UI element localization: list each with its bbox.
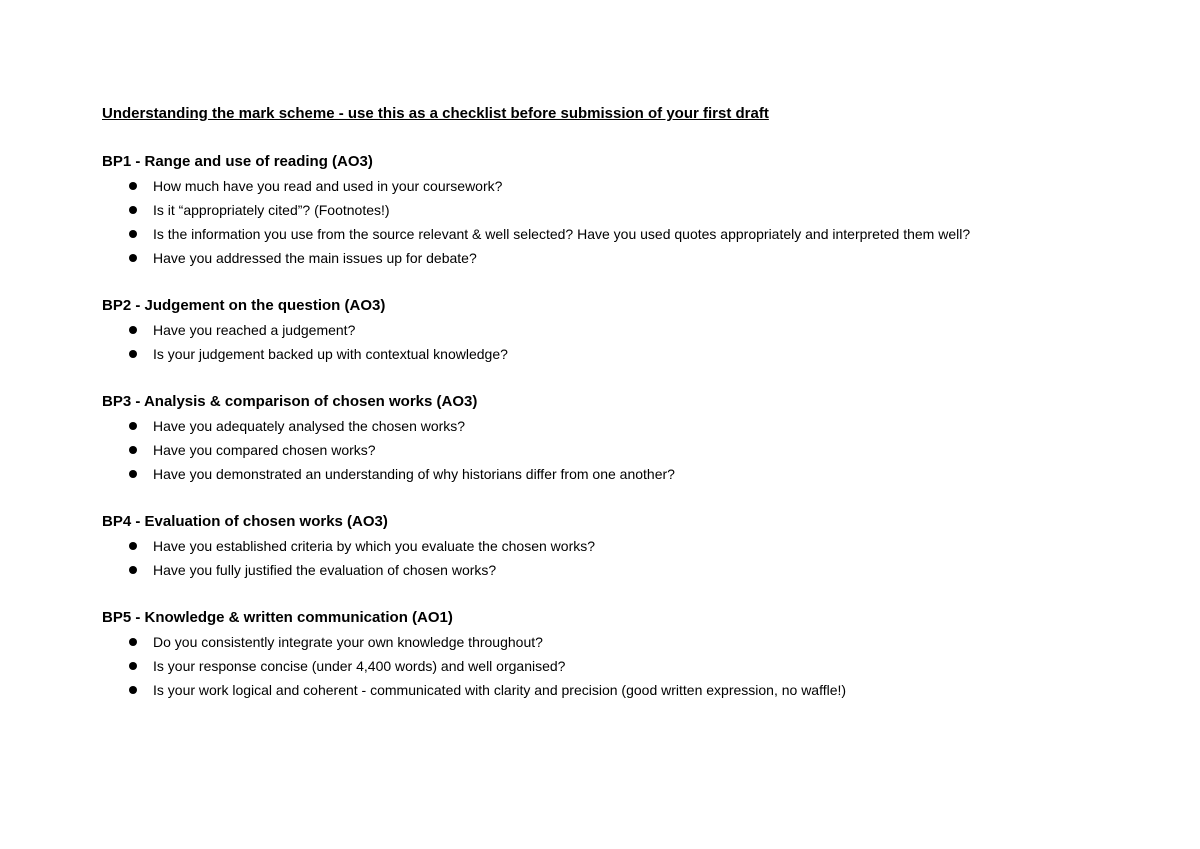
checklist-section bbox=[102, 294, 1162, 366]
bullet-icon bbox=[129, 230, 137, 238]
checklist-items bbox=[102, 174, 1162, 270]
checklist-item-text: Have you reached a judgement? bbox=[153, 322, 356, 338]
section-heading: BP5 - Knowledge & written communication (AO1) bbox=[102, 609, 453, 626]
checklist-item-text: Have you demonstrated an understanding of why historians differ from one another? bbox=[153, 466, 675, 482]
checklist-item-text: Is it “appropriately cited”? (Footnotes!) bbox=[153, 202, 390, 218]
checklist-items bbox=[102, 630, 1162, 702]
checklist-item bbox=[102, 438, 1162, 462]
section-heading: BP3 - Analysis & comparison of chosen works (AO3) bbox=[102, 393, 478, 410]
checklist-item bbox=[102, 630, 1162, 654]
checklist-item-text: Do you consistently integrate your own knowledge throughout? bbox=[153, 634, 543, 650]
bullet-icon bbox=[129, 326, 137, 334]
checklist-section bbox=[102, 150, 1162, 270]
bullet-icon bbox=[129, 206, 137, 214]
bullet-icon bbox=[129, 350, 137, 358]
checklist-section bbox=[102, 606, 1162, 702]
bullet-icon bbox=[129, 422, 137, 430]
checklist-item bbox=[102, 318, 1162, 342]
bullet-icon bbox=[129, 254, 137, 262]
checklist-item bbox=[102, 174, 1162, 198]
checklist-item-text: Is your judgement backed up with contextual knowledge? bbox=[153, 346, 508, 362]
checklist-item bbox=[102, 654, 1162, 678]
checklist-sections bbox=[102, 150, 1162, 702]
document-content bbox=[102, 102, 1162, 702]
checklist-item-text: Is your work logical and coherent - communicated with clarity and precision (good written expression, no waffle!) bbox=[153, 682, 847, 698]
checklist-items bbox=[102, 414, 1162, 486]
checklist-item bbox=[102, 198, 1162, 222]
checklist-item bbox=[102, 246, 1162, 270]
checklist-items bbox=[102, 318, 1162, 366]
checklist-item-text: Is your response concise (under 4,400 words) and well organised? bbox=[153, 658, 566, 674]
bullet-icon bbox=[129, 662, 137, 670]
checklist-item bbox=[102, 534, 1162, 558]
checklist-item bbox=[102, 414, 1162, 438]
bullet-icon bbox=[129, 566, 137, 574]
checklist-item bbox=[102, 678, 1162, 702]
checklist-section bbox=[102, 510, 1162, 582]
bullet-icon bbox=[129, 470, 137, 478]
checklist-item bbox=[102, 558, 1162, 582]
document-title: Understanding the mark scheme - use this as a checklist before submission of your first draft bbox=[102, 105, 769, 122]
section-heading: BP2 - Judgement on the question (AO3) bbox=[102, 297, 386, 314]
checklist-item-text: How much have you read and used in your coursework? bbox=[153, 178, 503, 194]
checklist-item-text: Have you adequately analysed the chosen works? bbox=[153, 418, 466, 434]
bullet-icon bbox=[129, 446, 137, 454]
checklist-item-text: Is the information you use from the source relevant & well selected? Have you used quotes appropriately and interpreted them well? bbox=[153, 226, 971, 242]
section-heading: BP1 - Range and use of reading (AO3) bbox=[102, 153, 373, 170]
checklist-item bbox=[102, 222, 1162, 246]
checklist-item-text: Have you fully justified the evaluation of chosen works? bbox=[153, 562, 497, 578]
bullet-icon bbox=[129, 638, 137, 646]
checklist-item-text: Have you addressed the main issues up for debate? bbox=[153, 250, 477, 266]
checklist-item bbox=[102, 462, 1162, 486]
bullet-icon bbox=[129, 542, 137, 550]
checklist-section bbox=[102, 390, 1162, 486]
section-heading: BP4 - Evaluation of chosen works (AO3) bbox=[102, 513, 388, 530]
bullet-icon bbox=[129, 182, 137, 190]
checklist-item-text: Have you established criteria by which you evaluate the chosen works? bbox=[153, 538, 596, 554]
bullet-icon bbox=[129, 686, 137, 694]
checklist-items bbox=[102, 534, 1162, 582]
checklist-item bbox=[102, 342, 1162, 366]
checklist-item-text: Have you compared chosen works? bbox=[153, 442, 376, 458]
